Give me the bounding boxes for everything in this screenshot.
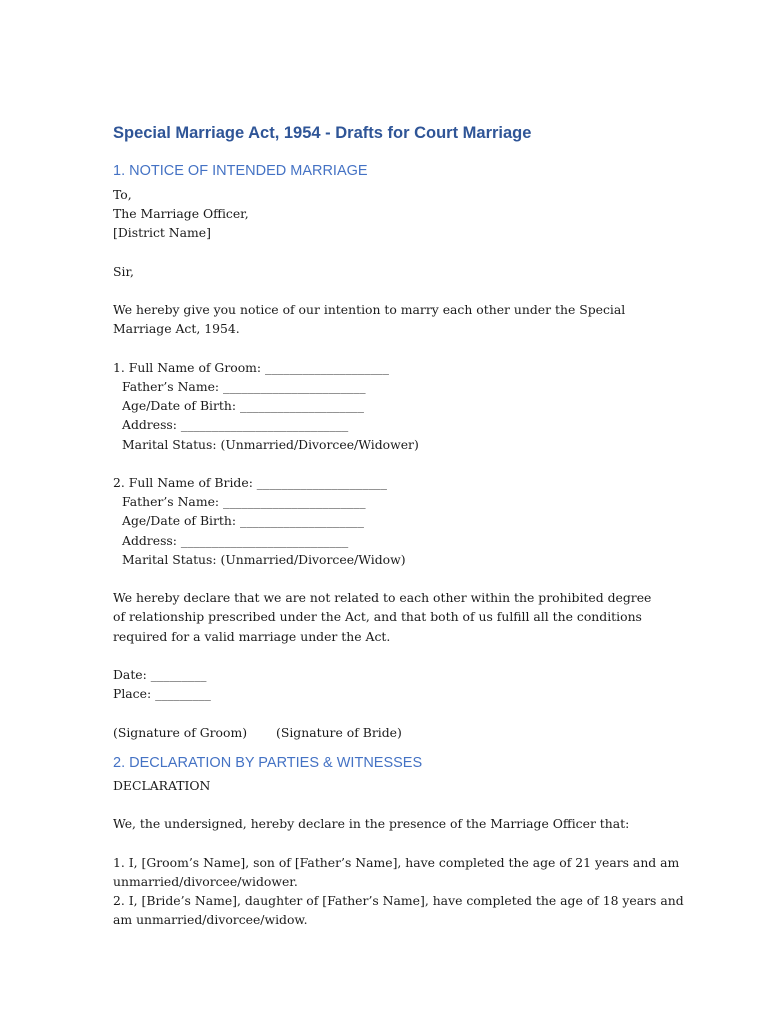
notice-body bbox=[113, 185, 658, 742]
bride-declaration-line1: 2. I, [Bride’s Name], daughter of [Father’s Name], have completed the age of 18 years and bbox=[113, 893, 684, 909]
groom-father-field: Father’s Name: _______________________ bbox=[122, 378, 366, 394]
bride-father-field: Father’s Name: _______________________ bbox=[122, 494, 366, 510]
groom-declaration-line1: 1. I, [Groom’s Name], son of [Father’s Name], have completed the age of 21 years and am bbox=[113, 854, 680, 870]
groom-declaration-line2: unmarried/divorcee/widower. bbox=[113, 873, 298, 889]
declaration-intro: We, the undersigned, hereby declare in the presence of the Marriage Officer that: bbox=[113, 816, 630, 832]
bride-age-field: Age/Date of Birth: ____________________ bbox=[122, 513, 364, 529]
bride-name-field: 2. Full Name of Bride: _____________________ bbox=[113, 474, 387, 490]
section-heading-notice: 1. NOTICE OF INTENDED MARRIAGE bbox=[113, 163, 368, 179]
address-line-officer: The Marriage Officer, bbox=[113, 206, 249, 222]
declaration-subheading: DECLARATION bbox=[113, 778, 211, 793]
groom-address-field: Address: ___________________________ bbox=[122, 417, 349, 433]
address-line-to: To, bbox=[113, 187, 132, 202]
groom-age-field: Age/Date of Birth: ____________________ bbox=[122, 398, 364, 414]
address-line-district: [District Name] bbox=[113, 225, 211, 241]
bride-declaration-line2: am unmarried/divorcee/widow. bbox=[113, 912, 308, 928]
date-field: Date: _________ bbox=[113, 666, 207, 682]
groom-marital-status: Marital Status: (Unmarried/Divorcee/Widower) bbox=[122, 436, 419, 452]
signature-row bbox=[113, 723, 658, 742]
section-heading-declaration: 2. DECLARATION BY PARTIES & WITNESSES bbox=[113, 755, 423, 771]
salutation: Sir, bbox=[113, 263, 134, 279]
notice-intro: We hereby give you notice of our intention to marry each other under the Special Marriage Act, 1954. bbox=[113, 302, 626, 337]
document-title: Special Marriage Act, 1954 - Drafts for Court Marriage bbox=[113, 124, 532, 142]
bride-address-field: Address: ___________________________ bbox=[122, 532, 349, 548]
signature-groom: (Signature of Groom) bbox=[113, 724, 248, 740]
relationship-declaration: We hereby declare that we are not related to each other within the prohibited degree of relationship prescribed under the Act, and that both of us fulfill all the conditions required for a valid marriage under the Act. bbox=[113, 590, 652, 644]
declaration-body bbox=[113, 776, 684, 930]
place-field: Place: _________ bbox=[113, 686, 211, 702]
signature-bride: (Signature of Bride) bbox=[276, 724, 402, 740]
groom-name-field: 1. Full Name of Groom: ____________________ bbox=[113, 359, 389, 375]
bride-marital-status: Marital Status: (Unmarried/Divorcee/Widow) bbox=[122, 551, 406, 567]
